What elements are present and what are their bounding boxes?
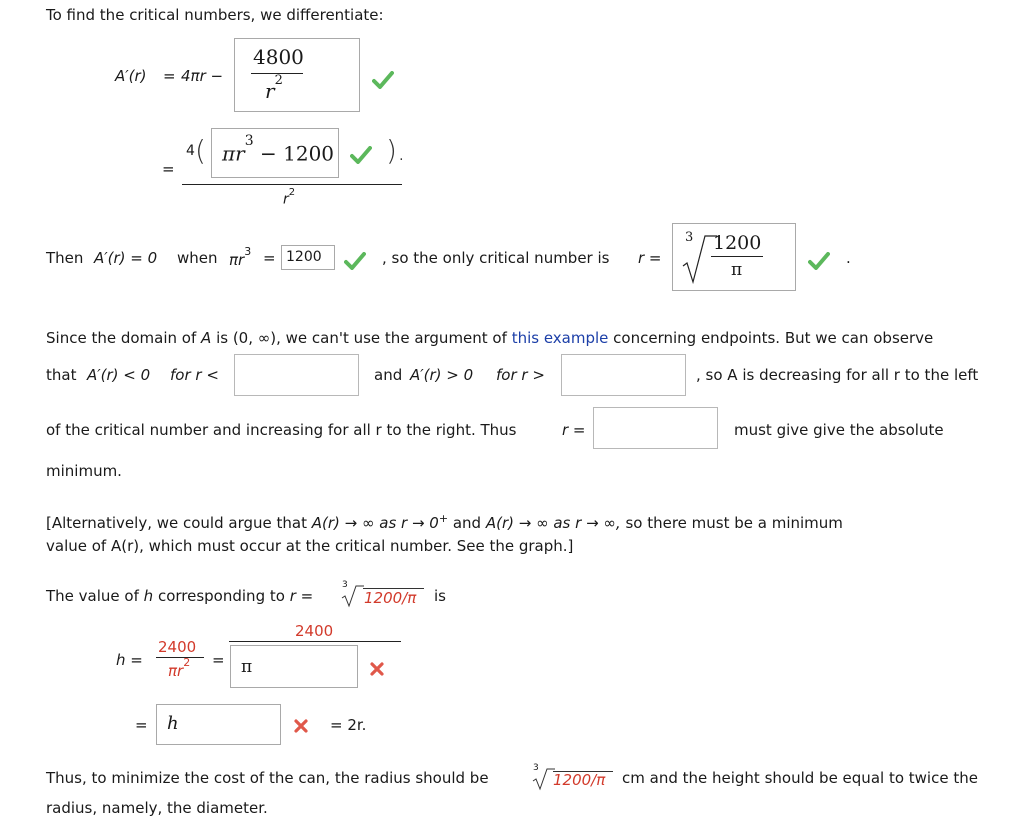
h-answer-numerator: 2400 — [295, 622, 334, 640]
check-icon — [344, 252, 366, 270]
row2-open-paren: ( — [195, 134, 206, 167]
absolute-min-input[interactable] — [593, 407, 718, 449]
decreasing-bound-input[interactable] — [234, 354, 359, 396]
equals-sign-2: = — [162, 160, 175, 178]
hvalue-line: The value of h corresponding to r = — [46, 587, 314, 605]
h-fraction-bar — [156, 657, 204, 658]
answer-1-numerator: 4800 — [253, 45, 304, 69]
h-fraction-numerator: 2400 — [158, 638, 197, 656]
critical-value: 1200 — [286, 249, 322, 265]
h-answer-denominator: π — [241, 657, 253, 677]
decreasing-text: , so A is decreasing for all r to the left — [696, 366, 979, 384]
answer-box-1[interactable] — [234, 38, 360, 112]
domain-that: that — [46, 366, 77, 384]
then-equals: = — [263, 249, 276, 267]
r-equals-2: r = — [562, 421, 586, 439]
conclusion-line-2: radius, namely, the diameter. — [46, 799, 268, 817]
domain-line-4: minimum. — [46, 462, 122, 480]
intro-text: To find the critical numbers, we differentiate: — [46, 6, 384, 24]
row2-denominator: $r^2$ — [283, 187, 296, 208]
h-equals: h = — [116, 651, 143, 669]
then-label: Then — [46, 249, 84, 267]
for-r-greater: for r > — [496, 366, 545, 384]
h-fraction-denominator: $\pi r^2$ — [168, 656, 191, 680]
cross-icon — [370, 662, 384, 676]
check-icon — [350, 146, 372, 164]
root-index: 3 — [685, 230, 694, 245]
derivative-term: 4πr − — [181, 67, 224, 85]
conclusion-line-1a: Thus, to minimize the cost of the can, the radius should be — [46, 769, 489, 787]
conclusion-root-index: 3 — [533, 763, 539, 773]
h-answer-box[interactable] — [230, 645, 358, 688]
row2-coefficient: 4 — [186, 143, 195, 159]
root-numerator: 1200 — [713, 232, 762, 254]
row2-close-paren: ). — [386, 134, 406, 167]
period: . — [846, 249, 851, 267]
when-label: when — [177, 249, 218, 267]
domain-line-1: Since the domain of A is (0, ∞), we can't use the argument of this example concerning endpoints. But we can observe — [46, 329, 934, 347]
answer-box-2[interactable] — [211, 128, 339, 178]
answer-1-denominator: $r^2$ — [265, 73, 283, 103]
derivative-lhs: A′(r) — [115, 67, 147, 85]
conclusion-root-body: 1200/π — [553, 771, 606, 789]
answer-2-expression: $\pi r^3 - 1200$ — [222, 133, 335, 166]
positive-condition: A′(r) > 0 — [410, 366, 474, 384]
then-condition: A′(r) = 0 — [94, 249, 158, 267]
for-r-less: for r < — [170, 366, 219, 384]
hvalue-root-body: 1200/π — [364, 589, 417, 607]
root-fraction-bar — [711, 256, 763, 257]
then-pir: $\pi r^3$ — [229, 245, 252, 269]
alt-line-1: [Alternatively, we could argue that A(r) → ∞ as r → 0+ and A(r) → ∞ as r → ∞, so there must be a minimum — [46, 512, 843, 532]
h-equals-2: = — [212, 651, 225, 669]
hvalue-root-index: 3 — [342, 580, 348, 590]
root-denominator: π — [731, 260, 743, 280]
cross-icon — [294, 719, 308, 733]
equals-sign: = — [163, 67, 176, 85]
critical-value-input[interactable] — [281, 245, 335, 270]
equals-sign-3: = — [135, 716, 148, 734]
negative-condition: A′(r) < 0 — [87, 366, 151, 384]
critical-number-text: , so the only critical number is — [382, 249, 610, 267]
domain-line-3: of the critical number and increasing for all r to the right. Thus — [46, 421, 517, 439]
root-sign-icon — [340, 584, 364, 608]
and-label: and — [374, 366, 403, 384]
h-second-answer-box[interactable] — [156, 704, 281, 745]
hvalue-is: is — [434, 587, 446, 605]
root-sign-icon — [531, 767, 555, 791]
check-icon — [808, 252, 830, 270]
h-answer-fraction-bar — [229, 641, 401, 642]
this-example-link[interactable]: this example — [511, 329, 609, 347]
conclusion-line-1b: cm and the height should be equal to twice the — [622, 769, 978, 787]
equals-2r: = 2r. — [330, 716, 367, 734]
row2-fraction-bar — [182, 184, 402, 185]
r-equals: r = — [638, 249, 662, 267]
h-second-answer: h — [167, 713, 179, 734]
critical-number-answer-box[interactable] — [672, 223, 796, 291]
domain-line-3b: must give give the absolute — [734, 421, 944, 439]
increasing-bound-input[interactable] — [561, 354, 686, 396]
check-icon — [372, 71, 394, 89]
alt-line-2: value of A(r), which must occur at the critical number. See the graph.] — [46, 537, 574, 555]
